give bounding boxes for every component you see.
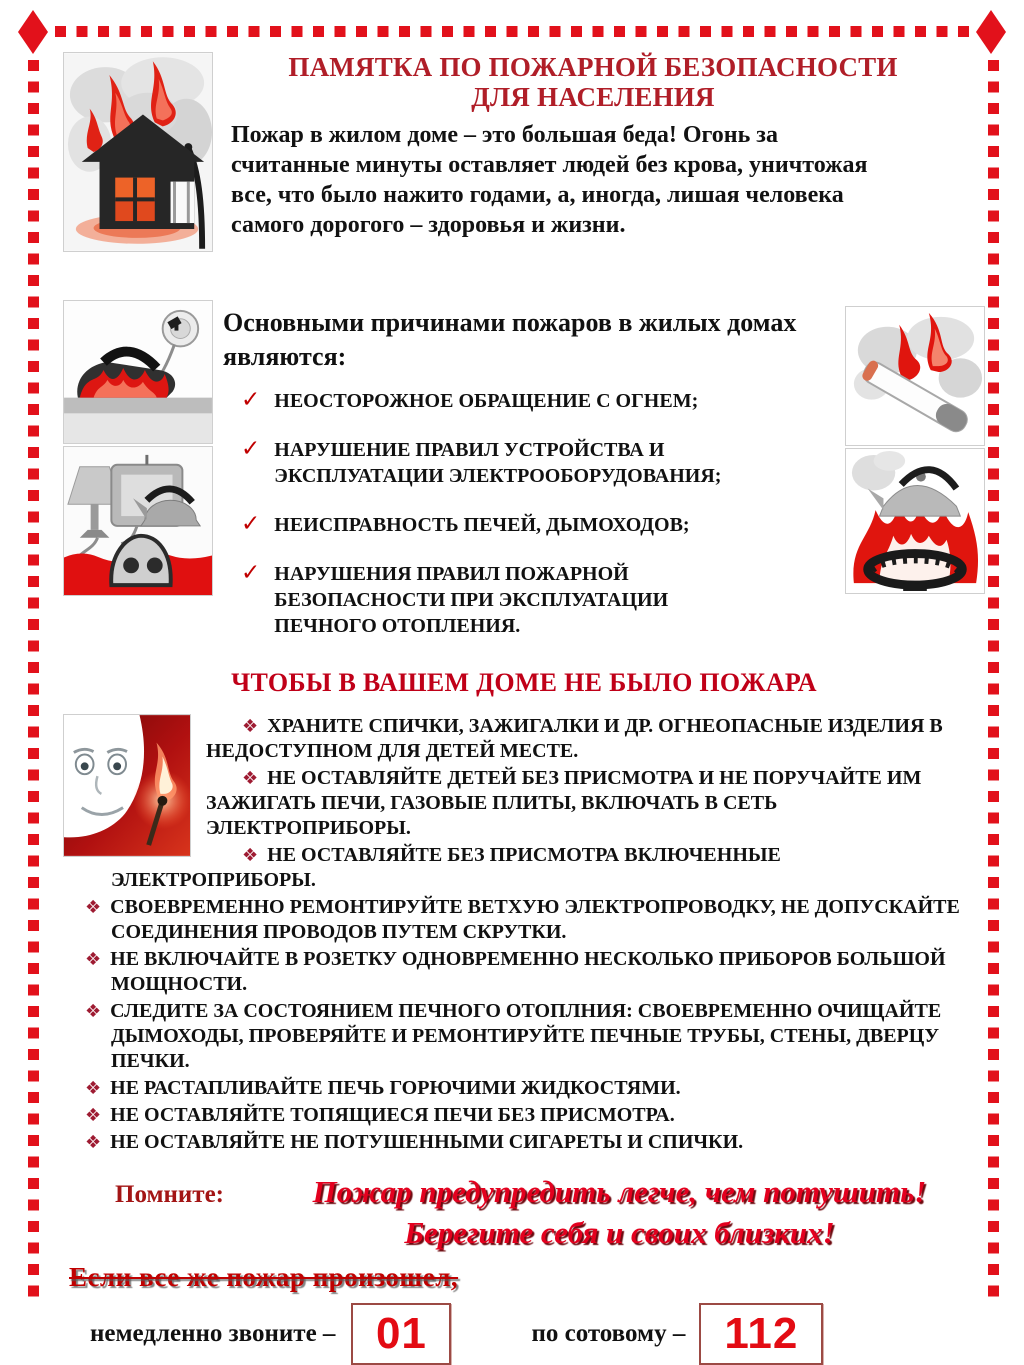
diamond-bullet-icon: ❖ <box>242 844 259 866</box>
diamond-bullet-icon: ❖ <box>85 1077 102 1099</box>
rule-text: СЛЕДИТЕ ЗА СОСТОЯНИЕМ ПЕЧНОГО ОТОПЛНИЯ: СВОЕВРЕМЕННО ОЧИЩАЙТЕ ДЫМОХОДЫ, ПРОВЕРЯЙТЕ И РЕМОНТИРУЙТЕ ПЕЧНЫЕ ТРУБЫ, СТЕНЫ, ДВЕРЦУ ПЕЧКИ. <box>110 999 942 1072</box>
list-item <box>241 437 761 489</box>
rule-text: НЕ ВКЛЮЧАЙТЕ В РОЗЕТКУ ОДНОВРЕМЕННО НЕСКОЛЬКО ПРИБОРОВ БОЛЬШОЙ МОЩНОСТИ. <box>110 947 946 995</box>
causes-right-illustrations <box>845 300 985 662</box>
diamond-bullet-icon: ❖ <box>242 715 259 737</box>
diamond-bullet-icon: ❖ <box>85 896 102 918</box>
checkmark-icon: ✓ <box>241 510 261 537</box>
diamond-bullet-icon: ❖ <box>85 1104 102 1126</box>
diamond-bullet-icon: ❖ <box>85 948 102 970</box>
list-item <box>241 561 761 639</box>
list-item <box>111 843 969 893</box>
list-item <box>85 895 969 945</box>
causes-left-illustrations <box>63 300 213 662</box>
intro-paragraph: Пожар в жилом доме – это большая беда! Огонь за считанные минуты оставляет людей без крова, уничтожая все, что было нажито годами, а, иногда, лишая человека самого дорогого – здоровья и жизни. <box>231 122 868 239</box>
rule-text: ХРАНИТЕ СПИЧКИ, ЗАЖИГАЛКИ И ДР. ОГНЕОПАСНЫЕ ИЗДЕЛИЯ В НЕДОСТУПНОМ ДЛЯ ДЕТЕЙ МЕСТЕ. <box>206 714 943 762</box>
rule-text: НЕ ОСТАВЛЯЙТЕ НЕ ПОТУШЕННЫМИ СИГАРЕТЫ И СПИЧКИ. <box>110 1130 744 1153</box>
page-border-top <box>55 26 973 37</box>
page-title-line2: ДЛЯ НАСЕЛЕНИЯ <box>471 82 715 113</box>
diamond-bullet-icon: ❖ <box>242 767 259 789</box>
causes-text <box>213 300 845 662</box>
mobile-label: по сотовому – <box>531 1320 686 1348</box>
prevention-heading: ЧТОБЫ В ВАШЕМ ДОМЕ НЕ БЫЛО ПОЖАРА <box>231 667 817 697</box>
remember-row <box>63 1171 985 1255</box>
causes-section <box>63 300 985 662</box>
list-item <box>85 1076 969 1101</box>
slogan-line1: Пожар предупредить легче, чем потушить! <box>312 1173 927 1209</box>
list-item <box>85 999 969 1074</box>
rule-text: НЕ ОСТАВЛЯЙТЕ ДЕТЕЙ БЕЗ ПРИСМОТРА И НЕ ПОРУЧАЙТЕ ИМ ЗАЖИГАТЬ ПЕЧИ, ГАЗОВЫЕ ПЛИТЫ, ВКЛЮЧАТЬ В СЕТЬ ЭЛЕКТРОПРИБОРЫ. <box>206 766 922 839</box>
list-item <box>241 512 761 538</box>
list-item <box>241 388 761 414</box>
page-border-left <box>28 60 39 1307</box>
list-item <box>85 1130 969 1155</box>
call-label: немедленно звоните – <box>90 1320 336 1348</box>
header-text <box>231 52 985 252</box>
page-title-line1: ПАМЯТКА ПО ПОЖАРНОЙ БЕЗОПАСНОСТИ <box>288 52 898 82</box>
emergency-number-01: 01 <box>375 1309 427 1359</box>
cause-text: НЕИСПРАВНОСТЬ ПЕЧЕЙ, ДЫМОХОДОВ; <box>274 513 690 536</box>
burning-iron-icon <box>63 300 213 444</box>
kettle-on-gas-burner-icon <box>845 448 985 594</box>
rule-text: НЕ РАСТАПЛИВАЙТЕ ПЕЧЬ ГОРЮЧИМИ ЖИДКОСТЯМИ. <box>110 1076 681 1099</box>
burning-house-icon <box>63 52 213 252</box>
page-title <box>231 52 985 112</box>
burning-cigarette-icon <box>845 306 985 446</box>
child-face-with-match-icon <box>63 714 191 857</box>
checkmark-icon: ✓ <box>241 559 261 586</box>
page-border-right <box>988 60 999 1307</box>
remember-label: Помните: <box>115 1180 225 1208</box>
list-item <box>85 947 969 997</box>
emergency-number-box <box>699 1303 823 1365</box>
emergency-number-box <box>351 1303 451 1365</box>
causes-heading: Основными причинами пожаров в жилых домах являются: <box>223 308 797 371</box>
corner-diamond-icon <box>18 10 48 54</box>
slogan <box>224 1171 985 1255</box>
rule-text: СВОЕВРЕМЕННО РЕМОНТИРУЙТЕ ВЕТХУЮ ЭЛЕКТРОПРОВОДКУ, НЕ ДОПУСКАЙТЕ СОЕДИНЕНИЯ ПРОВОДОВ ПУТЕМ СКРУТКИ. <box>110 895 960 943</box>
leaflet-content <box>63 52 985 1365</box>
list-item <box>111 766 969 841</box>
cause-text: НАРУШЕНИЯ ПРАВИЛ ПОЖАРНОЙ БЕЗОПАСНОСТИ ПРИ ЭКСПЛУАТАЦИИ ПЕЧНОГО ОТОПЛЕНИЯ. <box>274 562 669 637</box>
diamond-bullet-icon: ❖ <box>85 1131 102 1153</box>
header-section <box>63 52 985 252</box>
checkmark-icon: ✓ <box>241 435 261 462</box>
emergency-numbers-row <box>63 1303 985 1365</box>
list-item <box>111 714 969 764</box>
slogan-line2: Берегите себя и своих близких! <box>404 1215 835 1251</box>
prevention-list <box>63 714 985 1157</box>
emergency-number-112: 112 <box>724 1309 799 1359</box>
causes-list <box>223 388 835 639</box>
corner-diamond-icon <box>976 10 1006 54</box>
cause-text: НАРУШЕНИЕ ПРАВИЛ УСТРОЙСТВА И ЭКСПЛУАТАЦИИ ЭЛЕКТРООБОРУДОВАНИЯ; <box>274 438 722 487</box>
cause-text: НЕОСТОРОЖНОЕ ОБРАЩЕНИЕ С ОГНЕМ; <box>274 389 699 412</box>
if-fire-text: Если все же пожар произошел, <box>69 1262 459 1293</box>
rule-text: НЕ ОСТАВЛЯЙТЕ БЕЗ ПРИСМОТРА ВКЛЮЧЕННЫЕ ЭЛЕКТРОПРИБОРЫ. <box>111 843 781 891</box>
checkmark-icon: ✓ <box>241 386 261 413</box>
appliances-plug-fire-icon <box>63 446 213 596</box>
list-item <box>85 1103 969 1128</box>
diamond-bullet-icon: ❖ <box>85 1000 102 1022</box>
rule-text: НЕ ОСТАВЛЯЙТЕ ТОПЯЩИЕСЯ ПЕЧИ БЕЗ ПРИСМОТРА. <box>110 1103 675 1126</box>
